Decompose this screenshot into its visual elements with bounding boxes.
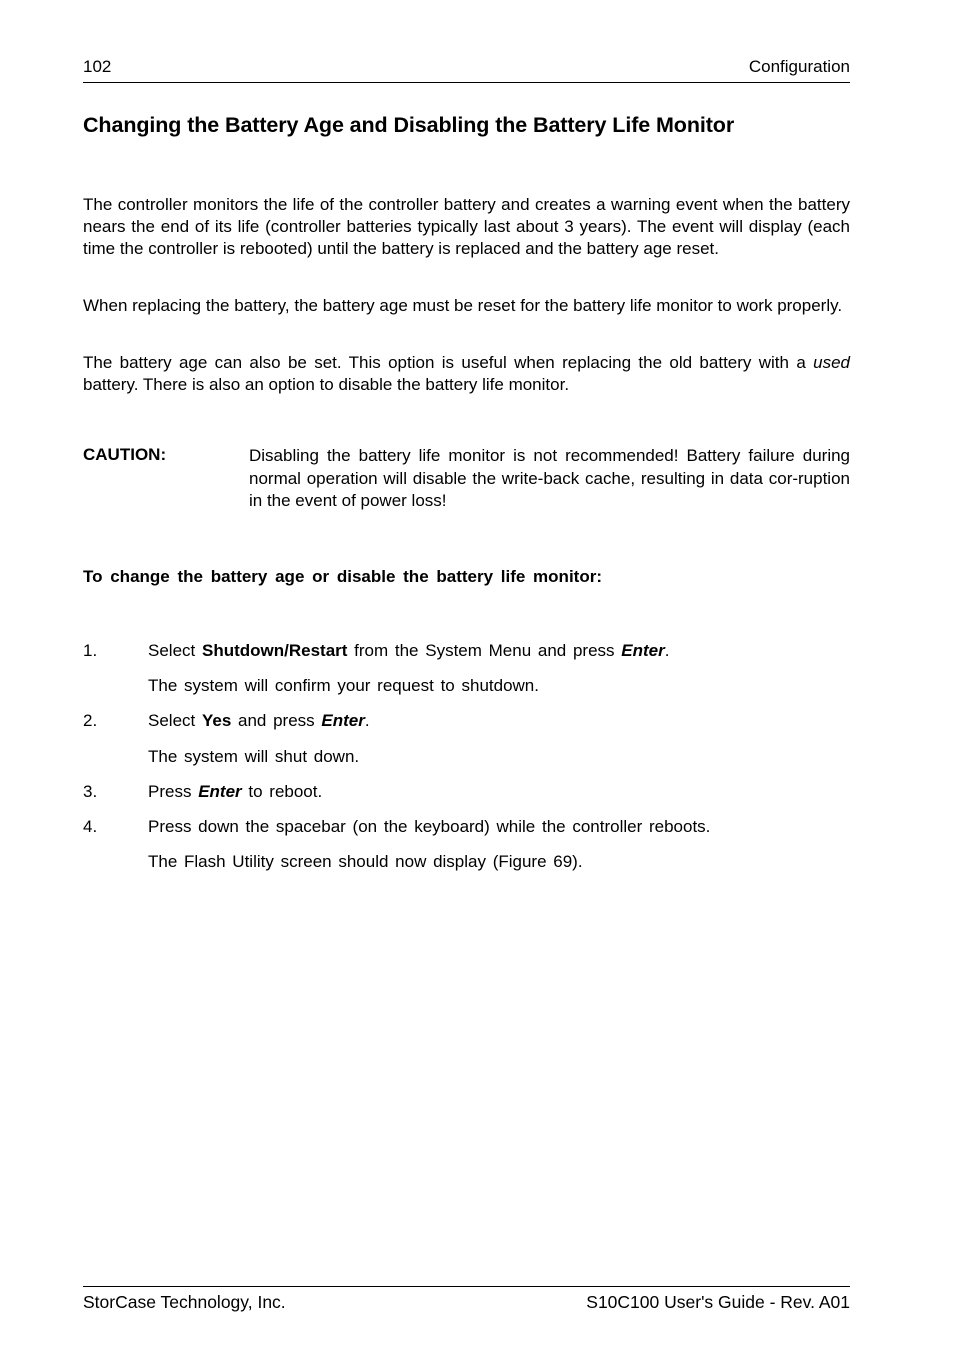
paragraph-set-age-part-b: battery. There is also an option to disable the battery life monitor. — [83, 375, 570, 394]
emphasis-used: used — [813, 353, 850, 372]
step-text-post: . — [664, 641, 670, 660]
paragraph-set-age — [83, 352, 850, 396]
step-text-post: to reboot. — [241, 782, 323, 801]
step-number: 1. — [83, 641, 98, 660]
menu-option-shutdown-restart: Shutdown/Restart — [201, 641, 348, 660]
paragraph-set-age-part-a: The battery age can also be set. This option is useful when replacing the old battery with a — [83, 353, 814, 372]
enter-key-label: Enter — [198, 782, 242, 801]
header-rule — [83, 82, 850, 83]
step-instruction: Press down the spacebar (on the keyboard) while the controller reboots. — [148, 817, 711, 836]
step-number: 3. — [83, 782, 98, 801]
step-text-pre: Press — [148, 782, 199, 801]
section-heading: Changing the Battery Age and Disabling the Battery Life Monitor — [83, 113, 735, 137]
step-text-post: . — [364, 711, 370, 730]
footer-rule — [83, 1286, 850, 1287]
step-instruction — [148, 711, 370, 731]
footer-guide-title: S10C100 User's Guide - Rev. A01 — [586, 1292, 850, 1312]
step-number: 2. — [83, 711, 98, 730]
footer-company: StorCase Technology, Inc. — [83, 1292, 286, 1312]
procedure-heading: To change the battery age or disable the battery life monitor: — [83, 567, 602, 586]
step-text-pre: Select — [148, 641, 202, 660]
step-instruction — [148, 641, 669, 661]
step-text-pre: Select — [148, 711, 202, 730]
step-text-mid: from the System Menu and press — [347, 641, 622, 660]
running-section-title: Configuration — [748, 57, 850, 76]
step-result: The system will confirm your request to shutdown. — [148, 676, 539, 695]
step-number: 4. — [83, 817, 98, 836]
step-text-mid: and press — [231, 711, 322, 730]
menu-option-yes: Yes — [201, 711, 232, 730]
step-result: The Flash Utility screen should now display (Figure 69). — [148, 852, 583, 871]
paragraph-battery-monitor: The controller monitors the life of the controller battery and creates a warning event when the battery nears the end of its life (controller batteries typically last about 3 years). The event will display (each time the controller is rebooted) until the battery is replaced and the battery age reset. — [83, 195, 850, 258]
paragraph-reset-age: When replacing the battery, the battery age must be reset for the battery life monitor to work properly. — [83, 296, 843, 315]
enter-key-label: Enter — [321, 711, 365, 730]
step-instruction — [148, 782, 322, 802]
page-number: 102 — [83, 57, 112, 76]
caution-label: CAUTION: — [83, 445, 167, 464]
caution-text: Disabling the battery life monitor is not recommended! Battery failure during normal operation will disable the write-back cache, resulting in data cor-ruption in the event of power loss! — [249, 446, 850, 510]
step-result: The system will shut down. — [148, 747, 360, 766]
enter-key-label: Enter — [621, 641, 665, 660]
